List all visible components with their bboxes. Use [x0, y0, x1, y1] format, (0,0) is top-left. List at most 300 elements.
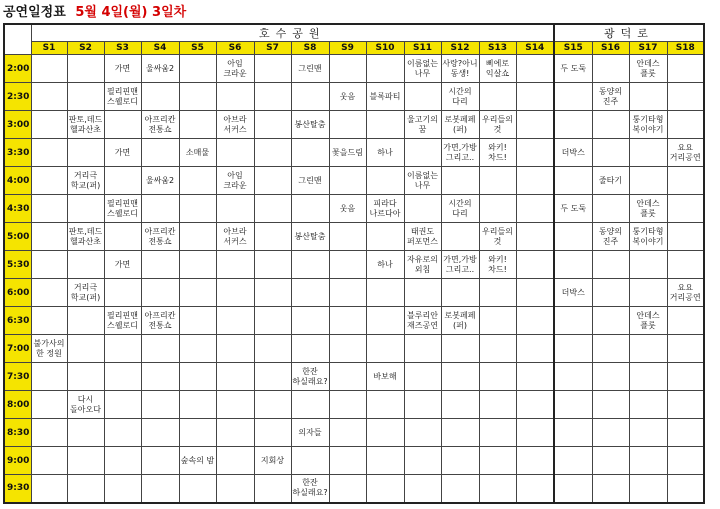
- performance-cell: [329, 223, 366, 251]
- performance-cell: [516, 55, 554, 83]
- performance-cell: 아프리칸 전통쇼: [141, 223, 179, 251]
- performance-cell: [31, 419, 67, 447]
- performance-cell: [329, 307, 366, 335]
- performance-cell: [479, 475, 516, 503]
- time-slot-row: [4, 307, 704, 335]
- performance-cell: [554, 307, 592, 335]
- performance-cell: [67, 363, 104, 391]
- stage-header-s6: S6: [216, 42, 254, 55]
- performance-cell: [31, 363, 67, 391]
- performance-cell: [366, 335, 404, 363]
- performance-cell: [31, 223, 67, 251]
- performance-cell: [516, 83, 554, 111]
- performance-cell: [216, 83, 254, 111]
- time-slot-row: [4, 475, 704, 503]
- performance-cell: [441, 419, 479, 447]
- performance-cell: [629, 419, 667, 447]
- performance-cell: [516, 167, 554, 195]
- performance-cell: 필리핀맨 스웰로디: [104, 307, 141, 335]
- performance-cell: [179, 307, 216, 335]
- performance-cell: [629, 447, 667, 475]
- time-slot-row: [4, 111, 704, 139]
- performance-cell: [404, 391, 441, 419]
- performance-cell: [141, 391, 179, 419]
- performance-cell: [254, 195, 291, 223]
- performance-cell: [141, 447, 179, 475]
- performance-cell: [254, 251, 291, 279]
- performance-cell: 봉산탈춤: [291, 111, 329, 139]
- performance-cell: [667, 419, 704, 447]
- performance-cell: [67, 55, 104, 83]
- performance-cell: [141, 363, 179, 391]
- performance-cell: 꽃을드림: [329, 139, 366, 167]
- performance-cell: 하나: [366, 139, 404, 167]
- performance-cell: 동양의 진주: [592, 83, 629, 111]
- performance-cell: [366, 391, 404, 419]
- performance-cell: 시간의 다리: [441, 83, 479, 111]
- performance-cell: [554, 335, 592, 363]
- performance-cell: [216, 391, 254, 419]
- title-date: 5월 4일(월) 3일차: [75, 5, 187, 20]
- performance-cell: [629, 335, 667, 363]
- performance-cell: [216, 363, 254, 391]
- performance-cell: 그린맨: [291, 167, 329, 195]
- performance-cell: 자유로의 외침: [404, 251, 441, 279]
- performance-cell: 가면,가방 그리고..: [441, 251, 479, 279]
- performance-cell: 안데스 플룻: [629, 55, 667, 83]
- performance-cell: [216, 279, 254, 307]
- performance-cell: [366, 55, 404, 83]
- performance-cell: [667, 223, 704, 251]
- performance-cell: 태권도 퍼포먼스: [404, 223, 441, 251]
- performance-cell: [179, 419, 216, 447]
- performance-cell: [667, 335, 704, 363]
- time-slot-row: [4, 363, 704, 391]
- performance-cell: [554, 419, 592, 447]
- stage-header-s7: S7: [254, 42, 291, 55]
- performance-cell: [31, 195, 67, 223]
- performance-cell: 판토,데드 헬과산초: [67, 223, 104, 251]
- performance-cell: 바보해: [366, 363, 404, 391]
- performance-cell: [366, 111, 404, 139]
- performance-cell: [516, 139, 554, 167]
- performance-cell: [291, 279, 329, 307]
- performance-cell: 웃음: [329, 83, 366, 111]
- performance-cell: [554, 475, 592, 503]
- performance-cell: [31, 83, 67, 111]
- performance-cell: [592, 419, 629, 447]
- performance-cell: [216, 251, 254, 279]
- stage-header-s5: S5: [179, 42, 216, 55]
- performance-cell: [554, 83, 592, 111]
- performance-cell: [179, 111, 216, 139]
- stage-header-s4: S4: [141, 42, 179, 55]
- performance-cell: [366, 447, 404, 475]
- performance-cell: [479, 391, 516, 419]
- performance-cell: 하나: [366, 251, 404, 279]
- time-slot-row: [4, 279, 704, 307]
- performance-cell: 울고기의 꿈: [404, 111, 441, 139]
- performance-cell: [366, 419, 404, 447]
- stage-header-s3: S3: [104, 42, 141, 55]
- performance-cell: [516, 195, 554, 223]
- performance-cell: [104, 391, 141, 419]
- performance-cell: [366, 167, 404, 195]
- performance-cell: [554, 363, 592, 391]
- performance-cell: [479, 307, 516, 335]
- time-slot-row: [4, 195, 704, 223]
- performance-cell: [254, 279, 291, 307]
- performance-cell: [667, 195, 704, 223]
- performance-cell: [441, 391, 479, 419]
- performance-cell: [629, 391, 667, 419]
- stage-header-s16: S16: [592, 42, 629, 55]
- performance-cell: [554, 223, 592, 251]
- performance-cell: [216, 195, 254, 223]
- performance-cell: 거리극 학교(퍼): [67, 279, 104, 307]
- time-slot-row: [4, 335, 704, 363]
- performance-cell: 가면: [104, 251, 141, 279]
- performance-cell: [216, 335, 254, 363]
- performance-cell: [141, 475, 179, 503]
- performance-cell: [516, 391, 554, 419]
- performance-cell: [592, 279, 629, 307]
- time-slot-row: [4, 419, 704, 447]
- time-label: 2:30: [4, 83, 31, 111]
- corner-cell: [4, 24, 31, 55]
- performance-cell: [329, 363, 366, 391]
- performance-cell: [554, 111, 592, 139]
- performance-cell: 울싸움2: [141, 167, 179, 195]
- performance-cell: 봉산탈춤: [291, 223, 329, 251]
- performance-cell: [291, 139, 329, 167]
- performance-cell: [104, 447, 141, 475]
- performance-cell: [554, 447, 592, 475]
- performance-cell: [667, 111, 704, 139]
- performance-cell: [31, 55, 67, 83]
- performance-cell: [404, 335, 441, 363]
- stage-header-s15: S15: [554, 42, 592, 55]
- venue-header-lake-park: 호수공원: [31, 24, 554, 42]
- performance-cell: [179, 363, 216, 391]
- time-label: 2:00: [4, 55, 31, 83]
- performance-cell: [329, 447, 366, 475]
- performance-cell: [667, 475, 704, 503]
- time-label: 3:00: [4, 111, 31, 139]
- performance-cell: [479, 363, 516, 391]
- performance-cell: [629, 475, 667, 503]
- performance-cell: [254, 335, 291, 363]
- performance-cell: [441, 475, 479, 503]
- time-slot-row: [4, 167, 704, 195]
- performance-cell: [667, 307, 704, 335]
- time-slot-row: [4, 139, 704, 167]
- performance-cell: 두 도둑: [554, 195, 592, 223]
- performance-cell: [479, 447, 516, 475]
- performance-cell: 로봇페페 (퍼): [441, 307, 479, 335]
- performance-cell: [104, 223, 141, 251]
- performance-cell: [554, 251, 592, 279]
- performance-cell: [31, 279, 67, 307]
- stage-header-s12: S12: [441, 42, 479, 55]
- performance-cell: 필리핀맨 스웰로디: [104, 83, 141, 111]
- time-slot-row: [4, 391, 704, 419]
- time-label: 7:00: [4, 335, 31, 363]
- performance-cell: 안데스 플룻: [629, 195, 667, 223]
- performance-cell: [291, 251, 329, 279]
- performance-cell: [179, 167, 216, 195]
- performance-cell: [629, 139, 667, 167]
- performance-cell: [516, 419, 554, 447]
- performance-cell: [404, 363, 441, 391]
- performance-cell: [667, 391, 704, 419]
- performance-cell: [141, 419, 179, 447]
- performance-cell: [291, 195, 329, 223]
- stage-header-s13: S13: [479, 42, 516, 55]
- performance-cell: [441, 447, 479, 475]
- performance-cell: 두 도둑: [554, 55, 592, 83]
- performance-cell: [291, 447, 329, 475]
- performance-cell: [216, 475, 254, 503]
- performance-cell: [291, 83, 329, 111]
- performance-cell: [254, 167, 291, 195]
- performance-cell: [516, 363, 554, 391]
- performance-cell: [516, 223, 554, 251]
- performance-cell: [254, 475, 291, 503]
- performance-cell: [629, 279, 667, 307]
- performance-cell: [667, 55, 704, 83]
- performance-cell: [216, 419, 254, 447]
- performance-cell: 우리들의 것: [479, 223, 516, 251]
- performance-cell: [516, 279, 554, 307]
- time-label: 8:30: [4, 419, 31, 447]
- performance-cell: [31, 307, 67, 335]
- time-slot-row: [4, 223, 704, 251]
- performance-cell: [141, 251, 179, 279]
- performance-cell: 이름없는 나무: [404, 167, 441, 195]
- stage-header-s17: S17: [629, 42, 667, 55]
- performance-cell: 더박스: [554, 279, 592, 307]
- performance-cell: [291, 391, 329, 419]
- performance-cell: [516, 111, 554, 139]
- performance-cell: [254, 139, 291, 167]
- performance-cell: [104, 167, 141, 195]
- performance-cell: 가면: [104, 139, 141, 167]
- performance-cell: [366, 475, 404, 503]
- performance-cell: [667, 167, 704, 195]
- performance-cell: 아브라 서커스: [216, 223, 254, 251]
- performance-cell: 울싸움2: [141, 55, 179, 83]
- performance-cell: [441, 335, 479, 363]
- time-label: 9:30: [4, 475, 31, 503]
- performance-cell: [104, 279, 141, 307]
- performance-cell: [592, 195, 629, 223]
- time-label: 3:30: [4, 139, 31, 167]
- performance-cell: [404, 195, 441, 223]
- performance-cell: [479, 167, 516, 195]
- performance-cell: 우리들의 것: [479, 111, 516, 139]
- performance-cell: [291, 307, 329, 335]
- stage-header-s1: S1: [31, 42, 67, 55]
- performance-cell: [329, 419, 366, 447]
- performance-cell: [441, 167, 479, 195]
- performance-cell: [67, 307, 104, 335]
- time-slot-row: [4, 83, 704, 111]
- performance-cell: [31, 139, 67, 167]
- schedule-table: [3, 23, 705, 504]
- time-label: 6:30: [4, 307, 31, 335]
- venue-header-gwangdeok-ro: 광덕로: [554, 24, 704, 42]
- stage-header-s10: S10: [366, 42, 404, 55]
- performance-cell: [104, 111, 141, 139]
- performance-cell: [67, 419, 104, 447]
- performance-cell: [179, 55, 216, 83]
- performance-cell: [67, 475, 104, 503]
- time-label: 4:30: [4, 195, 31, 223]
- performance-cell: [104, 475, 141, 503]
- stage-header-s18: S18: [667, 42, 704, 55]
- performance-cell: [592, 55, 629, 83]
- time-label: 5:00: [4, 223, 31, 251]
- performance-cell: 지회상: [254, 447, 291, 475]
- performance-cell: 피라다 나르다아: [366, 195, 404, 223]
- performance-cell: [404, 475, 441, 503]
- performance-cell: [329, 475, 366, 503]
- performance-cell: [667, 83, 704, 111]
- performance-cell: [216, 447, 254, 475]
- performance-cell: [254, 307, 291, 335]
- title-main: 공연일정표: [3, 5, 66, 20]
- performance-cell: [291, 335, 329, 363]
- performance-cell: 줄타기: [592, 167, 629, 195]
- performance-cell: 요요 거리공연: [667, 139, 704, 167]
- performance-cell: [329, 391, 366, 419]
- performance-cell: [254, 55, 291, 83]
- performance-cell: 더박스: [554, 139, 592, 167]
- performance-cell: 그린맨: [291, 55, 329, 83]
- performance-cell: 와키! 차드!: [479, 139, 516, 167]
- performance-cell: 웃음: [329, 195, 366, 223]
- performance-cell: 거리극 학교(퍼): [67, 167, 104, 195]
- performance-cell: [179, 251, 216, 279]
- performance-cell: [179, 223, 216, 251]
- performance-cell: [479, 195, 516, 223]
- performance-cell: [592, 335, 629, 363]
- performance-cell: 한잔 하실래요?: [291, 475, 329, 503]
- performance-cell: [179, 279, 216, 307]
- performance-cell: 판토,데드 헬과산초: [67, 111, 104, 139]
- performance-cell: [329, 111, 366, 139]
- time-slot-row: [4, 55, 704, 83]
- performance-cell: [329, 55, 366, 83]
- performance-cell: [366, 307, 404, 335]
- performance-cell: [67, 251, 104, 279]
- performance-cell: [404, 419, 441, 447]
- performance-cell: 동양의 진주: [592, 223, 629, 251]
- performance-cell: [329, 279, 366, 307]
- performance-cell: [141, 279, 179, 307]
- performance-cell: [479, 335, 516, 363]
- performance-cell: [329, 335, 366, 363]
- performance-cell: 불가사의 한 정원: [31, 335, 67, 363]
- performance-cell: [254, 111, 291, 139]
- performance-cell: [592, 111, 629, 139]
- performance-cell: [179, 195, 216, 223]
- performance-cell: 시간의 다리: [441, 195, 479, 223]
- performance-cell: [592, 307, 629, 335]
- performance-cell: [554, 391, 592, 419]
- performance-cell: 와키! 차드!: [479, 251, 516, 279]
- performance-cell: [67, 447, 104, 475]
- performance-cell: 요요 거리공연: [667, 279, 704, 307]
- performance-cell: [592, 251, 629, 279]
- performance-cell: 의자들: [291, 419, 329, 447]
- performance-cell: [441, 363, 479, 391]
- performance-cell: 숲속의 밤: [179, 447, 216, 475]
- performance-cell: 퉁기타형 복이야기: [629, 111, 667, 139]
- performance-cell: 삐에로 익살쇼: [479, 55, 516, 83]
- performance-cell: [31, 447, 67, 475]
- performance-cell: [216, 139, 254, 167]
- performance-cell: [179, 83, 216, 111]
- performance-cell: [179, 391, 216, 419]
- performance-cell: [104, 419, 141, 447]
- performance-cell: 아임 크라운: [216, 167, 254, 195]
- performance-cell: [104, 363, 141, 391]
- performance-cell: [31, 111, 67, 139]
- performance-cell: [592, 475, 629, 503]
- stage-header-s9: S9: [329, 42, 366, 55]
- performance-cell: [629, 83, 667, 111]
- performance-cell: [516, 335, 554, 363]
- performance-cell: [366, 279, 404, 307]
- performance-cell: 소매물: [179, 139, 216, 167]
- performance-cell: [179, 475, 216, 503]
- time-label: 4:00: [4, 167, 31, 195]
- performance-cell: [479, 83, 516, 111]
- performance-cell: [329, 167, 366, 195]
- performance-cell: 안데스 플룻: [629, 307, 667, 335]
- performance-cell: 블루리안 재즈공연: [404, 307, 441, 335]
- performance-cell: [479, 279, 516, 307]
- time-label: 5:30: [4, 251, 31, 279]
- performance-cell: [667, 447, 704, 475]
- performance-cell: [366, 223, 404, 251]
- performance-cell: 가면: [104, 55, 141, 83]
- performance-cell: [141, 195, 179, 223]
- performance-cell: [31, 475, 67, 503]
- performance-cell: 로봇페페 (퍼): [441, 111, 479, 139]
- performance-cell: [31, 167, 67, 195]
- time-label: 9:00: [4, 447, 31, 475]
- performance-cell: [31, 391, 67, 419]
- performance-cell: [592, 391, 629, 419]
- performance-cell: 블록파티: [366, 83, 404, 111]
- performance-cell: [329, 251, 366, 279]
- performance-cell: 아브라 서커스: [216, 111, 254, 139]
- performance-cell: 필리핀맨 스웰로디: [104, 195, 141, 223]
- performance-cell: 이름없는 나무: [404, 55, 441, 83]
- performance-cell: [592, 363, 629, 391]
- performance-cell: [629, 251, 667, 279]
- stage-header-s14: S14: [516, 42, 554, 55]
- performance-cell: [67, 83, 104, 111]
- performance-cell: 사랑?아니 동생!: [441, 55, 479, 83]
- performance-cell: [31, 251, 67, 279]
- performance-cell: [254, 419, 291, 447]
- performance-cell: [554, 167, 592, 195]
- time-label: 6:00: [4, 279, 31, 307]
